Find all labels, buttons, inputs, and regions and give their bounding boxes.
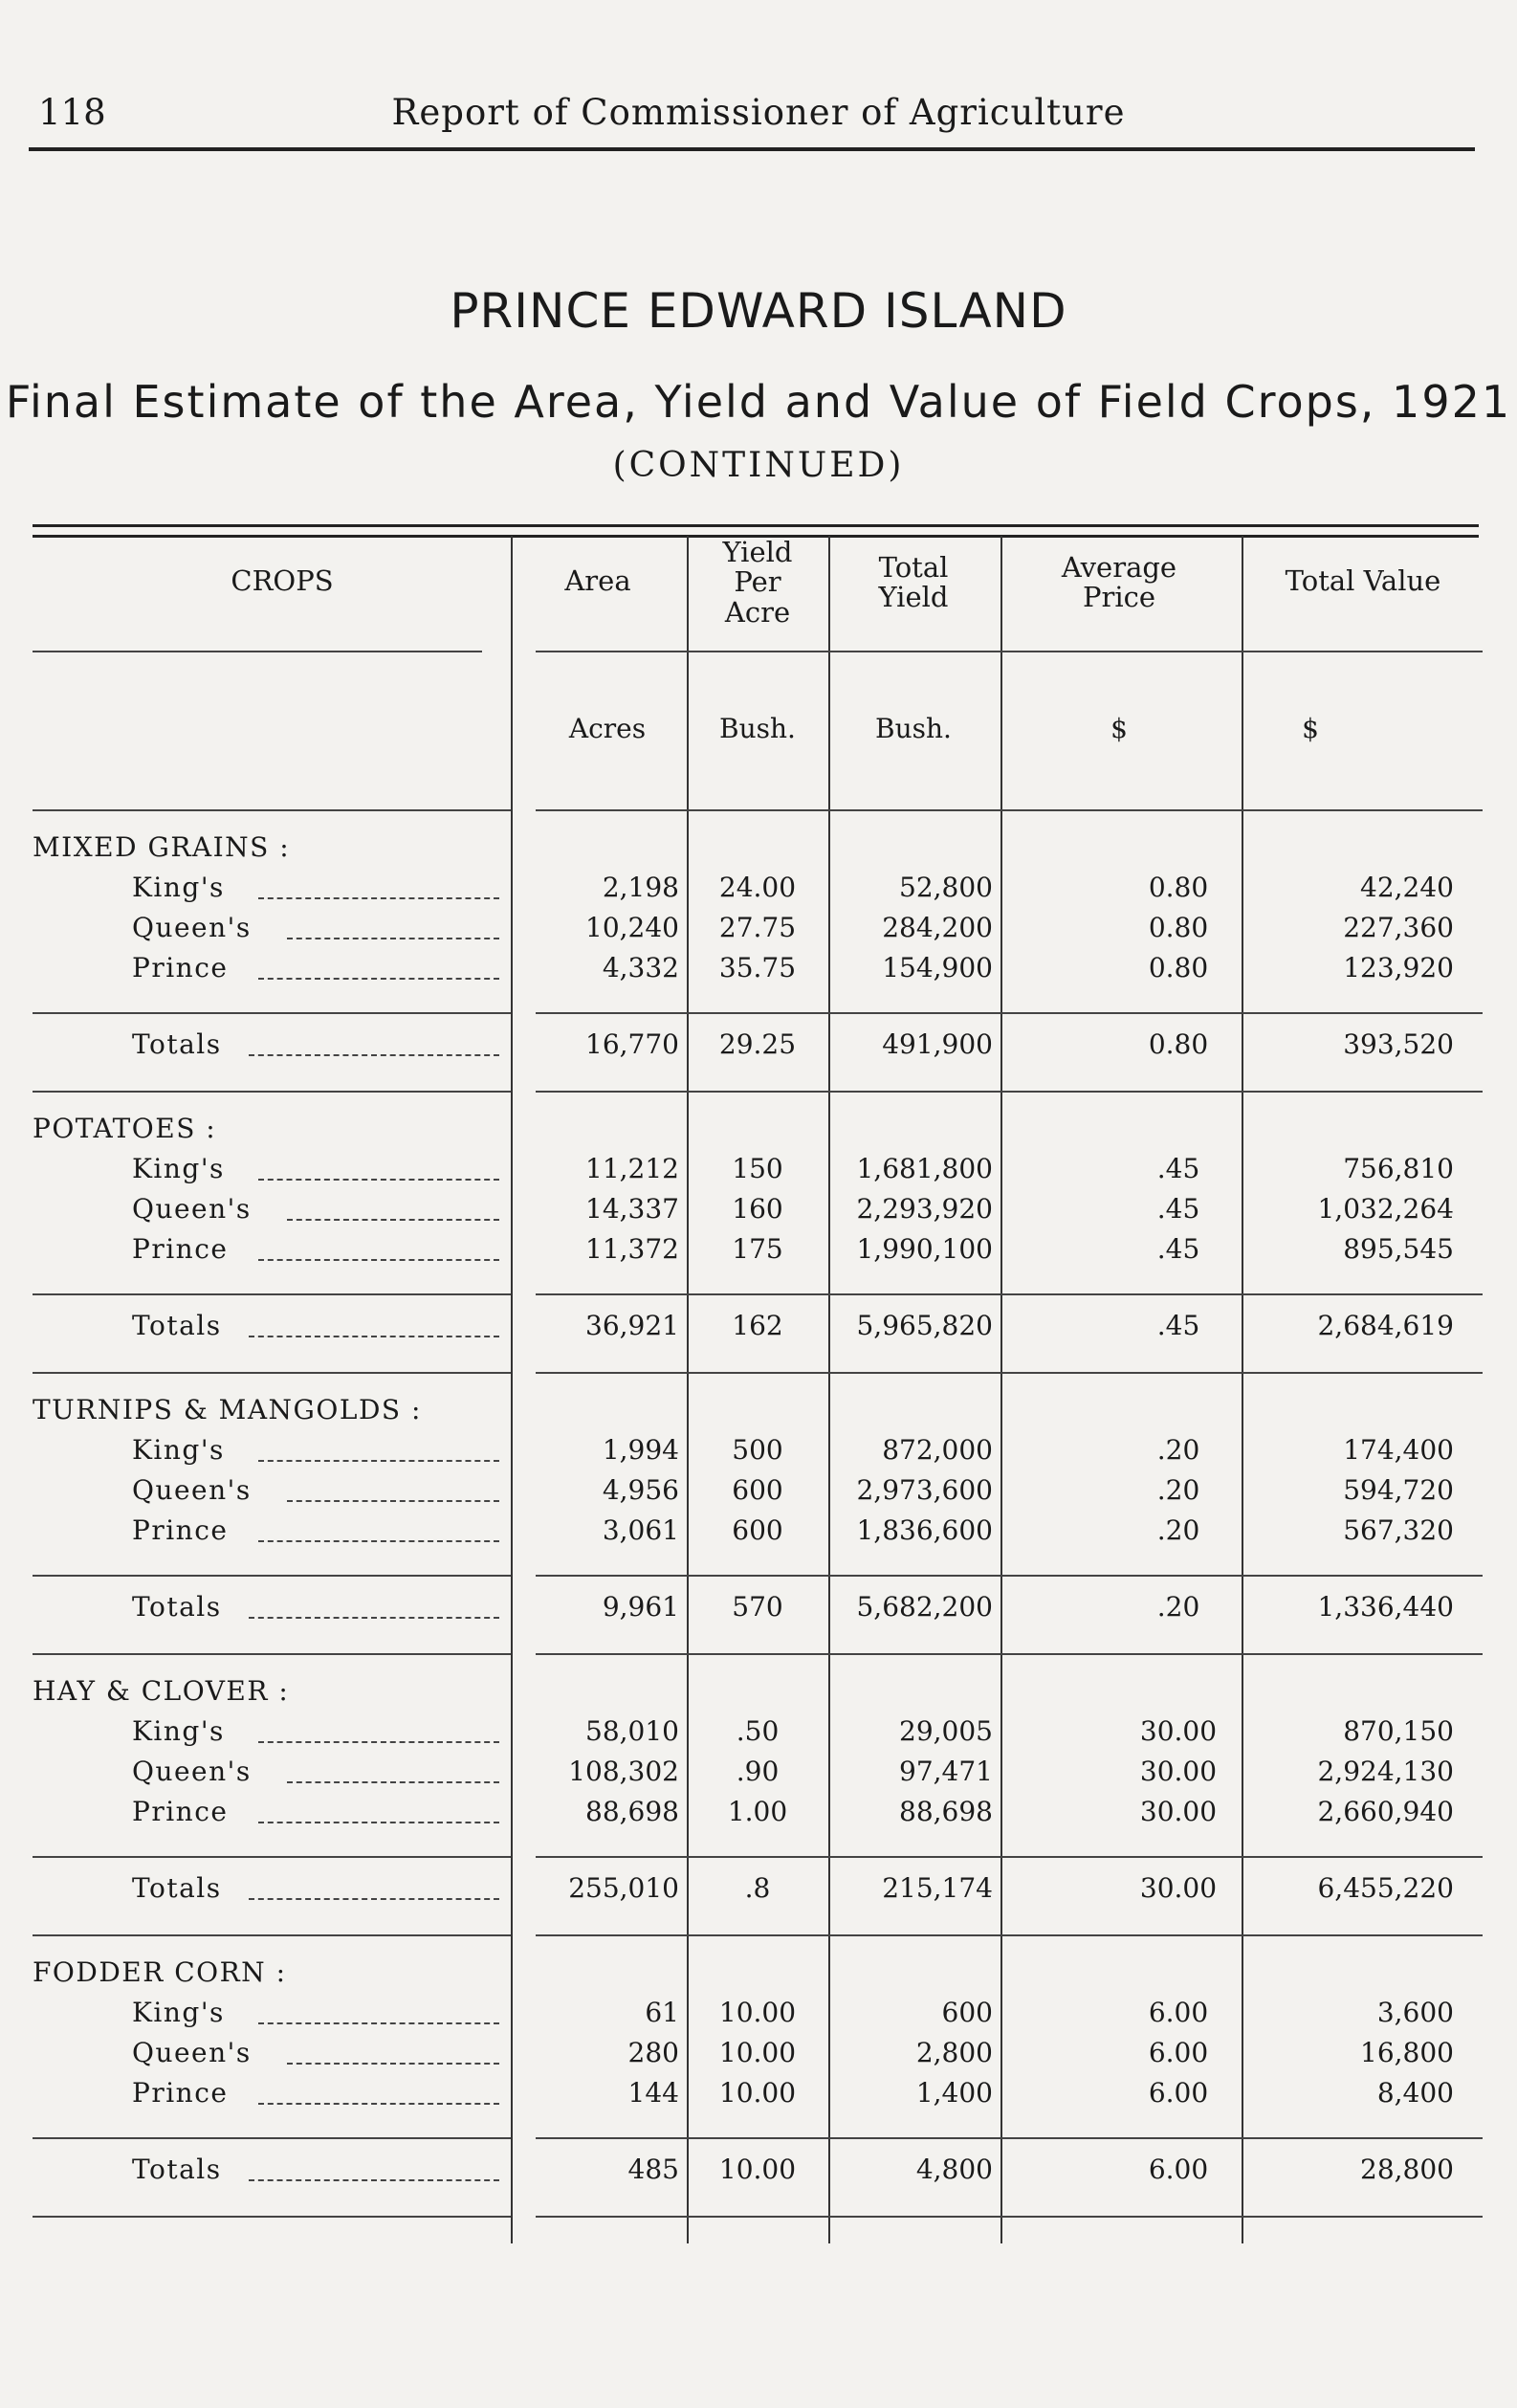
section-heading: TURNIPS & MANGOLDS : (33, 1394, 422, 1425)
table-row-label: King's (132, 1997, 225, 2028)
section-heading: FODDER CORN : (33, 1956, 287, 1988)
column-rule (1000, 536, 1002, 2243)
column-rule (1242, 536, 1243, 2243)
totals-rule (33, 1372, 511, 1374)
table-row-average-price: .45 (1156, 1153, 1200, 1184)
totals-rule (536, 1856, 1483, 1858)
totals-row-total-value: 28,800 (1360, 2154, 1454, 2185)
table-row-average-price: 0.80 (1148, 872, 1209, 903)
table-row-total-yield: 97,471 (899, 1756, 993, 1787)
table-row-yield-per-acre: 175 (732, 1233, 783, 1265)
table-row-area: 4,956 (602, 1474, 679, 1506)
leader-dots (249, 2179, 499, 2181)
table-row-total-value: 123,920 (1343, 952, 1454, 983)
header-rule (536, 651, 1483, 652)
totals-rule (33, 1012, 511, 1014)
unit-price: $ (1110, 713, 1128, 744)
table-row-yield-per-acre: 600 (732, 1514, 783, 1546)
col-header-total-value: Total Value (1285, 564, 1441, 597)
table-row-label: Queen's (132, 2037, 252, 2068)
table-row-label: Prince (132, 2077, 229, 2109)
unit-area: Acres (568, 713, 647, 744)
header-rule (536, 809, 1483, 811)
table-row-label: King's (132, 1153, 225, 1184)
table-row-average-price: 30.00 (1139, 1756, 1218, 1787)
leader-dots (258, 1259, 499, 1261)
header-rule (33, 809, 511, 811)
table-row-area: 10,240 (585, 912, 679, 943)
table-row-label: King's (132, 1434, 225, 1466)
unit-yield: Bush. (719, 713, 796, 744)
table-row-total-value: 567,320 (1343, 1514, 1454, 1546)
table-row-total-value: 174,400 (1343, 1434, 1454, 1466)
totals-row-average-price: .20 (1156, 1591, 1200, 1623)
section-heading: MIXED GRAINS : (33, 831, 291, 863)
table-row-total-value: 16,800 (1360, 2037, 1454, 2068)
column-rule (511, 543, 513, 2243)
table-row-total-yield: 2,973,600 (856, 1474, 993, 1506)
totals-rule (536, 1372, 1483, 1374)
table-row-average-price: 30.00 (1139, 1715, 1218, 1747)
totals-row-label: Totals (132, 1591, 222, 1623)
leader-dots (287, 1219, 499, 1221)
table-row-label: Prince (132, 1514, 229, 1546)
table-row-total-yield: 2,293,920 (856, 1193, 993, 1225)
totals-row-average-price: 6.00 (1148, 2154, 1209, 2185)
table-row-area: 108,302 (568, 1756, 679, 1787)
leader-dots (258, 978, 499, 980)
leader-dots (258, 2022, 499, 2024)
totals-rule (536, 1653, 1483, 1655)
page-number: 118 (38, 92, 106, 133)
table-row-total-yield: 1,400 (915, 2077, 993, 2109)
leader-dots (249, 1898, 499, 1900)
totals-rule (33, 1293, 511, 1295)
unit-total-yield: Bush. (875, 713, 952, 744)
table-row-total-value: 594,720 (1343, 1474, 1454, 1506)
table-row-total-yield: 1,681,800 (856, 1153, 993, 1184)
table-row-yield-per-acre: 10.00 (718, 1997, 797, 2028)
table-row-total-yield: 88,698 (899, 1796, 993, 1827)
col-header-total-yield: Total Yield (878, 551, 949, 614)
unit-value: $ (1302, 713, 1319, 744)
totals-row-total-yield: 215,174 (882, 1872, 993, 1904)
running-title: Report of Commissioner of Agriculture (391, 92, 1126, 133)
totals-row-area: 36,921 (585, 1310, 679, 1341)
leader-dots (258, 897, 499, 899)
totals-rule (536, 1293, 1483, 1295)
table-row-total-yield: 1,990,100 (856, 1233, 993, 1265)
leader-dots (287, 1500, 499, 1502)
table-row-total-value: 1,032,264 (1317, 1193, 1454, 1225)
table-row-area: 58,010 (585, 1715, 679, 1747)
table-row-average-price: .45 (1156, 1233, 1200, 1265)
totals-row-area: 9,961 (602, 1591, 679, 1623)
leader-dots (258, 1460, 499, 1462)
table-row-label: King's (132, 1715, 225, 1747)
table-row-total-yield: 52,800 (899, 872, 993, 903)
table-row-label: Queen's (132, 1193, 252, 1225)
table-row-area: 144 (627, 2077, 679, 2109)
table-row-area: 14,337 (585, 1193, 679, 1225)
table-row-total-yield: 1,836,600 (856, 1514, 993, 1546)
totals-rule (536, 2137, 1483, 2139)
leader-dots (249, 1336, 499, 1337)
totals-row-label: Totals (132, 1872, 222, 1904)
table-row-total-value: 227,360 (1343, 912, 1454, 943)
leader-dots (258, 1741, 499, 1743)
totals-row-total-yield: 491,900 (882, 1028, 993, 1060)
table-row-yield-per-acre: 600 (732, 1474, 783, 1506)
table-row-yield-per-acre: .90 (736, 1756, 780, 1787)
leader-dots (258, 1179, 499, 1181)
totals-row-total-value: 1,336,440 (1317, 1591, 1454, 1623)
col-header-average-price: Average Price (1061, 551, 1177, 614)
table-row-total-yield: 872,000 (882, 1434, 993, 1466)
totals-row-area: 16,770 (585, 1028, 679, 1060)
table-row-area: 88,698 (585, 1796, 679, 1827)
col-header-area: Area (564, 564, 631, 597)
table-row-label: Queen's (132, 912, 252, 943)
totals-rule (33, 2216, 511, 2218)
table-row-yield-per-acre: 35.75 (718, 952, 797, 983)
leader-dots (258, 2103, 499, 2105)
column-rule (687, 536, 689, 2243)
totals-row-total-yield: 5,682,200 (856, 1591, 993, 1623)
col-header-yield-per-acre: Yield Per Acre (722, 536, 793, 629)
totals-row-yield-per-acre: 29.25 (718, 1028, 797, 1060)
table-row-yield-per-acre: .50 (736, 1715, 780, 1747)
table-row-label: Prince (132, 1796, 229, 1827)
leader-dots (258, 1822, 499, 1823)
table-row-average-price: .20 (1156, 1514, 1200, 1546)
leader-dots (249, 1617, 499, 1619)
leader-dots (258, 1540, 499, 1542)
table-row-total-value: 2,924,130 (1317, 1756, 1454, 1787)
totals-rule (536, 2216, 1483, 2218)
col-header-crops: CROPS (231, 564, 334, 597)
table-row-total-value: 42,240 (1360, 872, 1454, 903)
page-title: PRINCE EDWARD ISLAND (450, 283, 1067, 339)
section-heading: HAY & CLOVER : (33, 1675, 290, 1707)
totals-rule (33, 1091, 511, 1093)
table-row-yield-per-acre: 10.00 (718, 2077, 797, 2109)
totals-row-yield-per-acre: .8 (744, 1872, 771, 1904)
table-row-yield-per-acre: 1.00 (727, 1796, 788, 1827)
table-row-total-yield: 2,800 (915, 2037, 993, 2068)
table-row-total-value: 3,600 (1376, 1997, 1454, 2028)
table-row-average-price: 30.00 (1139, 1796, 1218, 1827)
page-subtitle: Final Estimate of the Area, Yield and Value of Field Crops, 1921 (5, 376, 1512, 428)
totals-rule (33, 1856, 511, 1858)
table-row-area: 1,994 (602, 1434, 679, 1466)
totals-row-yield-per-acre: 570 (732, 1591, 783, 1623)
table-row-yield-per-acre: 500 (732, 1434, 783, 1466)
table-row-total-yield: 284,200 (882, 912, 993, 943)
table-row-area: 11,372 (585, 1233, 679, 1265)
table-row-total-value: 870,150 (1343, 1715, 1454, 1747)
header-rule (29, 147, 1475, 151)
totals-row-average-price: 30.00 (1139, 1872, 1218, 1904)
table-row-label: Queen's (132, 1474, 252, 1506)
table-row-total-yield: 29,005 (899, 1715, 993, 1747)
table-row-area: 4,332 (602, 952, 679, 983)
leader-dots (287, 938, 499, 939)
totals-rule (536, 1934, 1483, 1936)
table-row-yield-per-acre: 160 (732, 1193, 783, 1225)
table-row-yield-per-acre: 150 (732, 1153, 783, 1184)
header-rule (33, 651, 482, 652)
table-row-label: Queen's (132, 1756, 252, 1787)
table-row-yield-per-acre: 24.00 (718, 872, 797, 903)
table-row-average-price: .20 (1156, 1434, 1200, 1466)
totals-rule (536, 1091, 1483, 1093)
table-row-total-value: 895,545 (1343, 1233, 1454, 1265)
table-row-area: 11,212 (585, 1153, 679, 1184)
totals-row-total-value: 2,684,619 (1317, 1310, 1454, 1341)
table-row-area: 61 (645, 1997, 679, 2028)
table-row-average-price: 0.80 (1148, 952, 1209, 983)
totals-row-average-price: 0.80 (1148, 1028, 1209, 1060)
table-row-area: 3,061 (602, 1514, 679, 1546)
totals-rule (33, 1575, 511, 1577)
table-row-average-price: 6.00 (1148, 2037, 1209, 2068)
leader-dots (287, 1781, 499, 1783)
table-row-label: Prince (132, 1233, 229, 1265)
table-row-area: 2,198 (602, 872, 679, 903)
totals-row-label: Totals (132, 1310, 222, 1341)
leader-dots (287, 2063, 499, 2065)
totals-rule (536, 1012, 1483, 1014)
table-row-average-price: .20 (1156, 1474, 1200, 1506)
totals-row-yield-per-acre: 162 (732, 1310, 783, 1341)
table-row-label: King's (132, 872, 225, 903)
totals-row-average-price: .45 (1156, 1310, 1200, 1341)
totals-rule (33, 1934, 511, 1936)
table-row-total-yield: 600 (941, 1997, 993, 2028)
table-row-average-price: .45 (1156, 1193, 1200, 1225)
table-row-average-price: 6.00 (1148, 1997, 1209, 2028)
table-row-total-value: 8,400 (1376, 2077, 1454, 2109)
table-row-total-yield: 154,900 (882, 952, 993, 983)
totals-row-label: Totals (132, 1028, 222, 1060)
totals-row-total-yield: 4,800 (915, 2154, 993, 2185)
totals-rule (536, 1575, 1483, 1577)
totals-row-area: 485 (627, 2154, 679, 2185)
totals-row-label: Totals (132, 2154, 222, 2185)
column-rule (828, 536, 830, 2243)
table-row-area: 280 (627, 2037, 679, 2068)
table-row-total-value: 756,810 (1343, 1153, 1454, 1184)
table-row-yield-per-acre: 10.00 (718, 2037, 797, 2068)
totals-row-area: 255,010 (568, 1872, 679, 1904)
running-header (31, 92, 1486, 133)
totals-row-yield-per-acre: 10.00 (718, 2154, 797, 2185)
totals-row-total-value: 6,455,220 (1317, 1872, 1454, 1904)
totals-row-total-value: 393,520 (1343, 1028, 1454, 1060)
continued-label: (CONTINUED) (612, 446, 905, 485)
totals-row-total-yield: 5,965,820 (856, 1310, 993, 1341)
section-heading: POTATOES : (33, 1113, 217, 1144)
table-row-total-value: 2,660,940 (1317, 1796, 1454, 1827)
table-row-label: Prince (132, 952, 229, 983)
table-row-yield-per-acre: 27.75 (718, 912, 797, 943)
table-row-average-price: 6.00 (1148, 2077, 1209, 2109)
totals-rule (33, 1653, 511, 1655)
totals-rule (33, 2137, 511, 2139)
table-row-average-price: 0.80 (1148, 912, 1209, 943)
leader-dots (249, 1054, 499, 1056)
